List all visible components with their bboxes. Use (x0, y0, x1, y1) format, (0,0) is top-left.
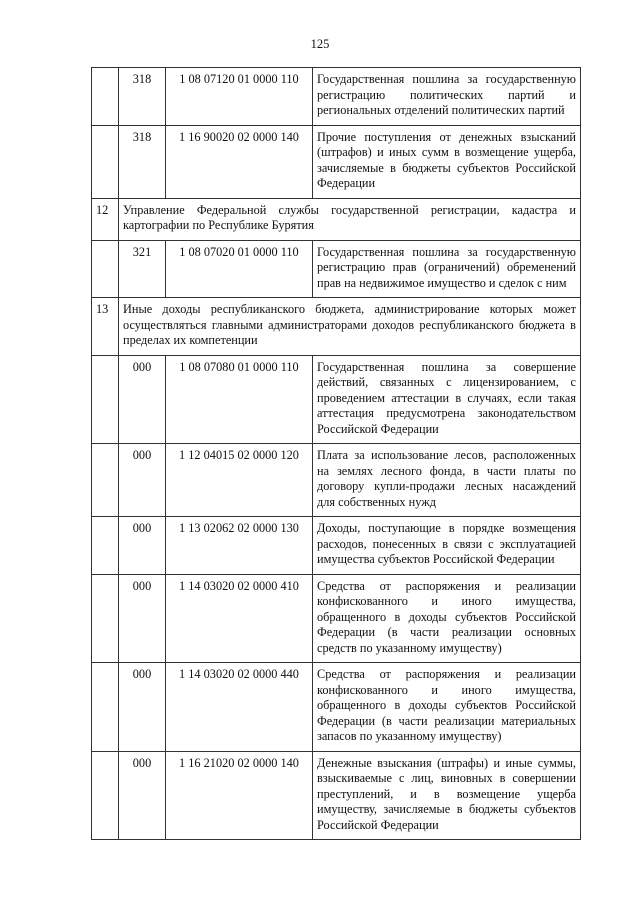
table-row (92, 125, 581, 198)
budget-code-cell: 1 13 02062 02 0000 130 (166, 517, 313, 575)
budget-code-cell: 1 14 03020 02 0000 410 (166, 574, 313, 663)
row-number-cell (92, 355, 119, 444)
section-number: 12 (92, 198, 119, 240)
table-row (92, 240, 581, 298)
table-row (92, 355, 581, 444)
description-cell: Средства от распоряжения и реализации конфискованного и иного имущества, обращенного в доходы субъектов Российской Федерации (в части реализации основных средств по указанному имуществу) (313, 574, 581, 663)
admin-code-cell: 000 (119, 517, 166, 575)
section-title: Иные доходы республиканского бюджета, администрирование которых может осуществляться главными администраторами доходов республиканского бюджета в пределах их компетенции (119, 298, 581, 356)
table-row (92, 68, 581, 126)
table-row (92, 517, 581, 575)
section-number: 13 (92, 298, 119, 356)
admin-code-cell: 318 (119, 68, 166, 126)
revenue-classification-table (91, 67, 581, 840)
row-number-cell (92, 68, 119, 126)
admin-code-cell: 000 (119, 444, 166, 517)
description-cell: Средства от распоряжения и реализации конфискованного и иного имущества, обращенного в доходы субъектов Российской Федерации (в части реализации материальных запасов по указанному имуществу) (313, 663, 581, 752)
row-number-cell (92, 444, 119, 517)
row-number-cell (92, 125, 119, 198)
description-cell: Доходы, поступающие в порядке возмещения расходов, понесенных в связи с эксплуатацией имущества субъектов Российской Федерации (313, 517, 581, 575)
budget-code-cell: 1 08 07120 01 0000 110 (166, 68, 313, 126)
admin-code-cell: 000 (119, 663, 166, 752)
row-number-cell (92, 663, 119, 752)
row-number-cell (92, 574, 119, 663)
row-number-cell (92, 751, 119, 840)
section-row (92, 298, 581, 356)
description-cell: Государственная пошлина за совершение действий, связанных с лицензированием, с проведением аттестации в случаях, если такая аттестация предусмотрена законодательством Российской Федерации (313, 355, 581, 444)
admin-code-cell: 000 (119, 751, 166, 840)
admin-code-cell: 318 (119, 125, 166, 198)
budget-code-cell: 1 08 07020 01 0000 110 (166, 240, 313, 298)
table-row (92, 751, 581, 840)
row-number-cell (92, 240, 119, 298)
description-cell: Плата за использование лесов, расположенных на землях лесного фонда, в части платы по договору купли-продажи лесных насаждений для собственных нужд (313, 444, 581, 517)
budget-code-cell: 1 16 21020 02 0000 140 (166, 751, 313, 840)
budget-code-cell: 1 14 03020 02 0000 440 (166, 663, 313, 752)
description-cell: Государственная пошлина за государственную регистрацию прав (ограничений) обременений прав на недвижимое имущество и сделок с ним (313, 240, 581, 298)
description-cell: Прочие поступления от денежных взысканий (штрафов) и иных сумм в возмещение ущерба, зачисляемые в бюджеты субъектов Российской Федерации (313, 125, 581, 198)
admin-code-cell: 321 (119, 240, 166, 298)
page-number: 125 (310, 37, 330, 51)
table-row (92, 574, 581, 663)
admin-code-cell: 000 (119, 355, 166, 444)
budget-code-cell: 1 08 07080 01 0000 110 (166, 355, 313, 444)
row-number-cell (92, 517, 119, 575)
admin-code-cell: 000 (119, 574, 166, 663)
budget-code-cell: 1 16 90020 02 0000 140 (166, 125, 313, 198)
section-row (92, 198, 581, 240)
description-cell: Денежные взыскания (штрафы) и иные суммы, взыскиваемые с лиц, виновных в совершении преступлений, и в возмещение ущерба имуществу, зачисляемые в бюджеты субъектов Российской Федерации (313, 751, 581, 840)
section-title: Управление Федеральной службы государственной регистрации, кадастра и картографии по Республике Бурятия (119, 198, 581, 240)
table-row (92, 444, 581, 517)
budget-code-cell: 1 12 04015 02 0000 120 (166, 444, 313, 517)
table-row (92, 663, 581, 752)
description-cell: Государственная пошлина за государственную регистрацию политических партий и региональных отделений политических партий (313, 68, 581, 126)
